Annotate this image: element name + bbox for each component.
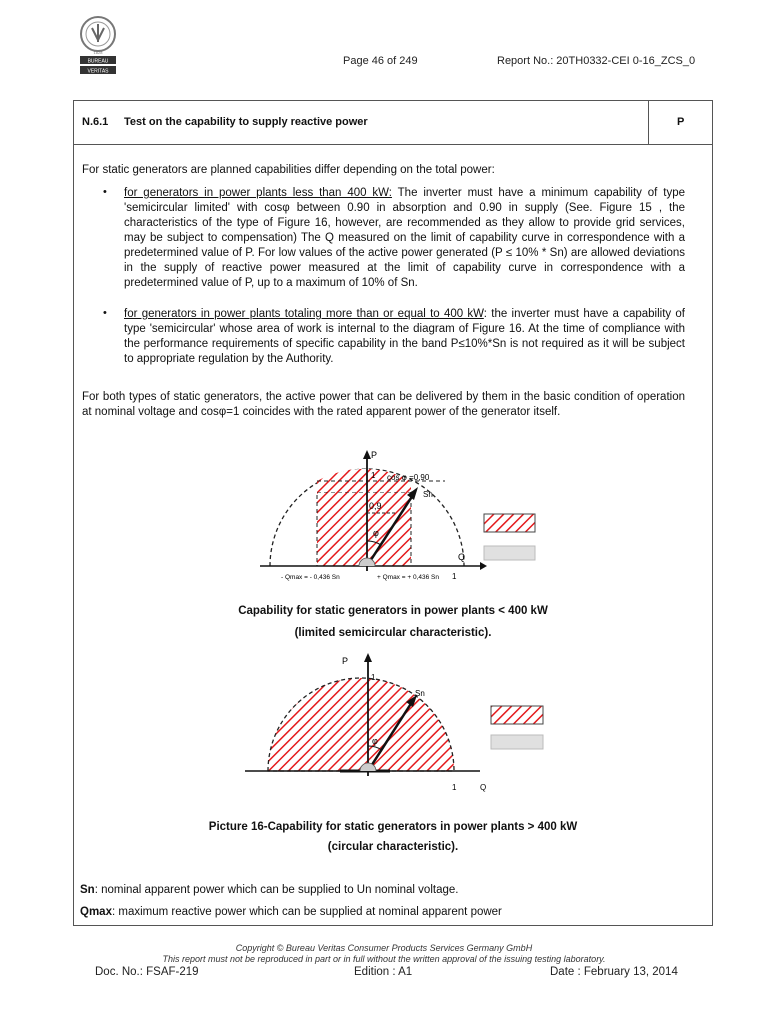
figure-1-caption-line-2: (limited semicircular characteristic). (294, 627, 492, 639)
definition-sn-text: : nominal apparent power which can be supplied to Un nominal voltage. (94, 884, 459, 896)
fig1-nine-label: 0,9 (369, 501, 382, 511)
fig1-qpos-label: + Qmax = + 0,436 Sn (377, 574, 439, 581)
fig2-one-right: 1 (452, 783, 457, 792)
fig2-q-label: Q (480, 783, 487, 792)
logo-text-2: VERITAS (87, 68, 109, 75)
fig1-sn-label: Sn (423, 490, 433, 499)
bullet-1-text: The inverter must have a minimum capability of type 'semicircular limited' with cosφ between 0.90 in absorption and 0.90 in supply (See. Figure 15 , the characteristics of the type of Figure 16, however, are recommended as they allow to provide grid services, may be subject to compensation) The Q measured on the limit of capability curve in correspondence with a predetermined value of P. For low values of the active power generated (P ≤ 10% * Sn) are allowed deviations in the supply of reactive power measured at the limit of capability curve in correspondence with a predetermined value of P, up to a maximum of 10% of Sn. (124, 187, 685, 289)
figure-2-caption-line-1: Picture 16-Capability for static generators in power plants > 400 kW (208, 821, 578, 833)
fig1-legend-hatched (484, 514, 535, 532)
fig1-qneg-label: - Qmax = - 0,436 Sn (281, 574, 340, 581)
fig2-phi-label: φ (372, 736, 378, 746)
section-verdict: P (677, 116, 685, 128)
section-title: Test on the capability to supply reactive power (124, 116, 368, 128)
section-number: N.6.1 (82, 116, 109, 128)
fig1-cos-label: cos φ =0,90 (387, 473, 430, 482)
fig2-p-label: P (342, 656, 349, 666)
definition-sn (80, 883, 700, 898)
bullet-1-lead: for generators in power plants less than 400 kW: (124, 187, 392, 199)
fig1-legend-gray (484, 546, 535, 560)
bullet-2-dot: • (103, 307, 107, 319)
fig1-one-top: 1 (371, 471, 376, 480)
fig1-phi-label: φ (373, 528, 379, 538)
bullet-1-dot: • (103, 186, 107, 198)
section-divider (648, 100, 649, 145)
fig2-legend-hatched (491, 706, 543, 724)
figure-1-caption-line-1: Capability for static generators in power plants < 400 kW (238, 605, 548, 617)
definition-qmax-symbol: Qmax (80, 906, 112, 918)
logo-year: 1828 (93, 50, 103, 55)
footer-copyright: Copyright © Bureau Veritas Consumer Products Services Germany GmbH (235, 943, 533, 953)
figure-1-limited-semicircular (255, 445, 555, 590)
footer-notice: This report must not be reproduced in part or in full without the written approval of the issuing testing laboratory. (162, 954, 606, 964)
bullet-2-text: : the inverter must have a capability of type 'semicircular' whose area of work is internal to the diagram of Figure 16. At the time of compliance with the performance requirements of specific capability in the band P≤10%*Sn is not required as it will be subject to appropriate regulation by the Authority. (124, 308, 685, 365)
fig1-q-label: Q (458, 552, 466, 562)
bullet-2 (124, 307, 685, 367)
figure-2-circular (240, 650, 560, 798)
footer-doc-no: Doc. No.: FSAF-219 (95, 966, 199, 978)
definition-qmax-text: : maximum reactive power which can be supplied at nominal apparent power (111, 906, 502, 918)
page-number: Page 46 of 249 (343, 55, 418, 67)
figure-2-caption-line-2: (circular characteristic). (327, 841, 459, 853)
bullet-1 (124, 186, 685, 291)
definition-qmax (80, 905, 700, 920)
fig2-legend-gray (491, 735, 543, 749)
intro-paragraph: For static generators are planned capabilities differ depending on the total power: (82, 164, 495, 176)
definition-sn-symbol: Sn (80, 884, 95, 896)
bullet-2-lead: for generators in power plants totaling more than or equal to 400 kW (124, 308, 484, 320)
report-number: Report No.: 20TH0332-CEI 0-16_ZCS_0 (497, 55, 696, 67)
bureau-veritas-logo (78, 14, 118, 76)
footer-edition: Edition : A1 (354, 966, 413, 978)
fig2-sn-label: Sn (415, 689, 425, 698)
logo-text-1: BUREAU (87, 58, 109, 65)
paragraph-2: For both types of static generators, the active power that can be delivered by them in the basic condition of operation at nominal voltage and cosφ=1 coincides with the rated apparent power of the generator itself. (82, 391, 685, 418)
fig1-p-label: P (371, 450, 378, 460)
fig1-one-right: 1 (452, 572, 457, 581)
footer-date: Date : February 13, 2014 (550, 966, 678, 978)
fig2-one-top: 1 (371, 673, 376, 682)
